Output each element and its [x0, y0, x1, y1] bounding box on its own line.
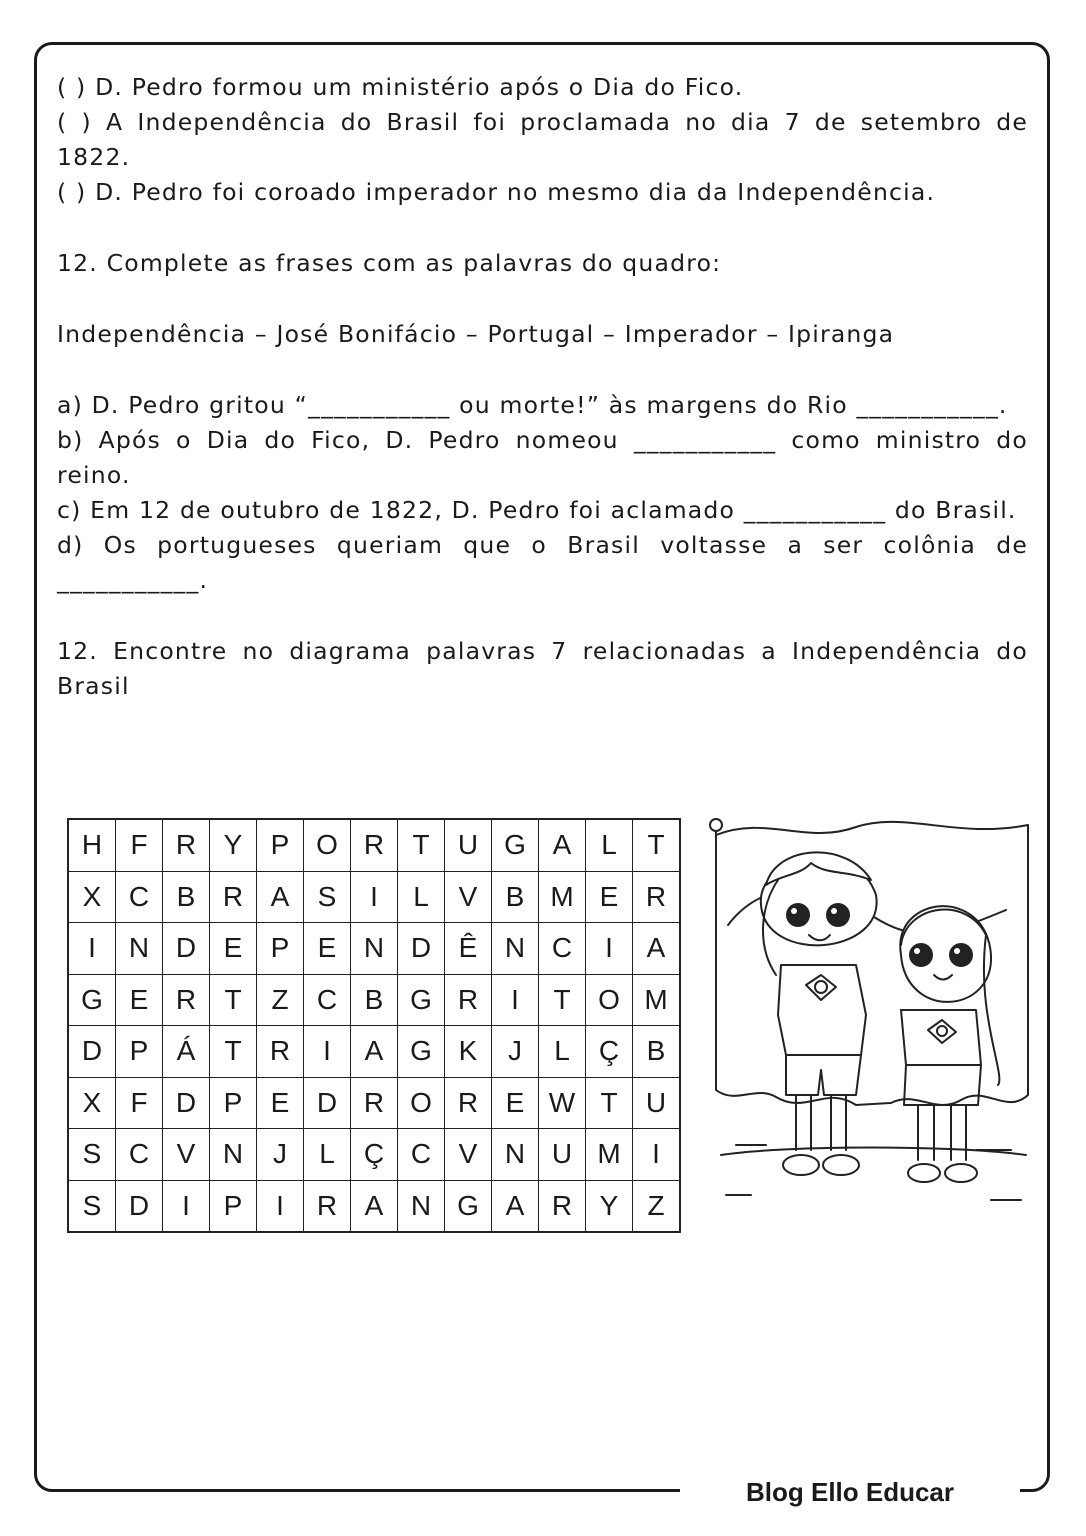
grid-cell: V [445, 1129, 492, 1181]
grid-cell: D [163, 923, 210, 975]
grid-row [68, 1077, 680, 1129]
grid-cell: I [633, 1129, 681, 1181]
grid-row [68, 1129, 680, 1181]
word-search-grid [67, 818, 681, 1233]
grid-cell: U [445, 819, 492, 871]
grid-cell: R [539, 1180, 586, 1232]
grid-row [68, 871, 680, 923]
grid-cell: T [210, 1026, 257, 1078]
grid-cell: M [539, 871, 586, 923]
grid-cell: A [633, 923, 681, 975]
grid-cell: F [116, 1077, 163, 1129]
grid-cell: C [539, 923, 586, 975]
grid-cell: R [163, 974, 210, 1026]
grid-cell: K [445, 1026, 492, 1078]
grid-cell: P [257, 923, 304, 975]
grid-cell: Z [633, 1180, 681, 1232]
grid-cell: S [68, 1180, 116, 1232]
grid-cell: T [586, 1077, 633, 1129]
grid-cell: S [68, 1129, 116, 1181]
grid-cell: I [163, 1180, 210, 1232]
true-false-item-1: ( ) D. Pedro formou um ministério após o Dia do Fico. [57, 73, 744, 101]
grid-cell: G [492, 819, 539, 871]
grid-cell: R [351, 819, 398, 871]
grid-cell: R [257, 1026, 304, 1078]
grid-cell: Ê [445, 923, 492, 975]
grid-cell: Ç [586, 1026, 633, 1078]
grid-cell: I [257, 1180, 304, 1232]
grid-cell: J [492, 1026, 539, 1078]
grid-cell: I [492, 974, 539, 1026]
grid-row [68, 1026, 680, 1078]
grid-cell: L [586, 819, 633, 871]
grid-cell: O [304, 819, 351, 871]
grid-cell: D [68, 1026, 116, 1078]
grid-cell: Z [257, 974, 304, 1026]
grid-cell: R [351, 1077, 398, 1129]
grid-cell: M [586, 1129, 633, 1181]
grid-cell: Y [586, 1180, 633, 1232]
grid-cell: N [210, 1129, 257, 1181]
grid-cell: Y [210, 819, 257, 871]
grid-cell: H [68, 819, 116, 871]
grid-cell: R [163, 819, 210, 871]
grid-cell: U [633, 1077, 681, 1129]
grid-cell: P [210, 1077, 257, 1129]
grid-cell: T [398, 819, 445, 871]
grid-cell: S [304, 871, 351, 923]
grid-cell: M [633, 974, 681, 1026]
sentence-a: a) D. Pedro gritou “___________ ou morte!” às margens do Rio ___________. [57, 391, 1008, 419]
grid-cell: T [210, 974, 257, 1026]
grid-cell: B [633, 1026, 681, 1078]
grid-cell: L [539, 1026, 586, 1078]
grid-cell: B [351, 974, 398, 1026]
grid-cell: D [116, 1180, 163, 1232]
grid-cell: B [492, 871, 539, 923]
grid-row [68, 974, 680, 1026]
grid-cell: C [304, 974, 351, 1026]
grid-cell: E [492, 1077, 539, 1129]
grid-cell: P [116, 1026, 163, 1078]
grid-cell: G [445, 1180, 492, 1232]
grid-cell: R [304, 1180, 351, 1232]
grid-cell: W [539, 1077, 586, 1129]
grid-cell: O [398, 1077, 445, 1129]
grid-cell: G [398, 1026, 445, 1078]
grid-cell: Á [163, 1026, 210, 1078]
grid-cell: C [116, 871, 163, 923]
grid-cell: I [304, 1026, 351, 1078]
grid-cell: R [633, 871, 681, 923]
grid-cell: E [257, 1077, 304, 1129]
grid-cell: P [210, 1180, 257, 1232]
grid-cell: L [304, 1129, 351, 1181]
word-bank: Independência – José Bonifácio – Portugal – Imperador – Ipiranga [57, 320, 895, 348]
grid-cell: A [539, 819, 586, 871]
grid-cell: I [68, 923, 116, 975]
grid-cell: R [445, 974, 492, 1026]
question-12-wordsearch-title: 12. Encontre no diagrama palavras 7 relacionadas a Independência do Brasil [57, 637, 1028, 700]
grid-cell: Ç [351, 1129, 398, 1181]
grid-cell: R [210, 871, 257, 923]
grid-cell: V [163, 1129, 210, 1181]
grid-row [68, 1180, 680, 1232]
grid-cell: O [586, 974, 633, 1026]
grid-cell: X [68, 871, 116, 923]
grid-cell: X [68, 1077, 116, 1129]
sentence-b: b) Após o Dia do Fico, D. Pedro nomeou ___________ como ministro do reino. [57, 426, 1028, 489]
footer-brand: Blog Ello Educar [680, 1474, 1020, 1510]
grid-cell: D [398, 923, 445, 975]
worksheet-content [57, 70, 1028, 704]
grid-cell: J [257, 1129, 304, 1181]
grid-cell: T [539, 974, 586, 1026]
children-saluting-flag-illustration [706, 815, 1036, 1215]
grid-cell: F [116, 819, 163, 871]
grid-cell: A [351, 1026, 398, 1078]
grid-cell: E [304, 923, 351, 975]
grid-cell: P [257, 819, 304, 871]
grid-cell: N [398, 1180, 445, 1232]
true-false-item-3: ( ) D. Pedro foi coroado imperador no mesmo dia da Independência. [57, 178, 936, 206]
grid-cell: A [257, 871, 304, 923]
grid-cell: I [351, 871, 398, 923]
grid-cell: N [492, 1129, 539, 1181]
grid-cell: E [586, 871, 633, 923]
grid-cell: B [163, 871, 210, 923]
grid-cell: C [398, 1129, 445, 1181]
grid-row [68, 923, 680, 975]
grid-cell: A [492, 1180, 539, 1232]
grid-cell: A [351, 1180, 398, 1232]
sentence-c: c) Em 12 de outubro de 1822, D. Pedro foi aclamado ___________ do Brasil. [57, 496, 1017, 524]
grid-cell: N [351, 923, 398, 975]
grid-cell: T [633, 819, 681, 871]
grid-cell: R [445, 1077, 492, 1129]
grid-cell: N [116, 923, 163, 975]
true-false-item-2: ( ) A Independência do Brasil foi proclamada no dia 7 de setembro de 1822. [57, 108, 1028, 171]
grid-cell: I [586, 923, 633, 975]
grid-cell: C [116, 1129, 163, 1181]
grid-cell: V [445, 871, 492, 923]
grid-cell: N [492, 923, 539, 975]
grid-cell: D [163, 1077, 210, 1129]
question-12-complete-title: 12. Complete as frases com as palavras do quadro: [57, 249, 722, 277]
grid-cell: G [398, 974, 445, 1026]
grid-row [68, 819, 680, 871]
grid-cell: E [210, 923, 257, 975]
grid-cell: L [398, 871, 445, 923]
grid-cell: E [116, 974, 163, 1026]
grid-cell: D [304, 1077, 351, 1129]
sentence-d: d) Os portugueses queriam que o Brasil voltasse a ser colônia de ___________. [57, 531, 1028, 594]
grid-cell: U [539, 1129, 586, 1181]
grid-cell: G [68, 974, 116, 1026]
